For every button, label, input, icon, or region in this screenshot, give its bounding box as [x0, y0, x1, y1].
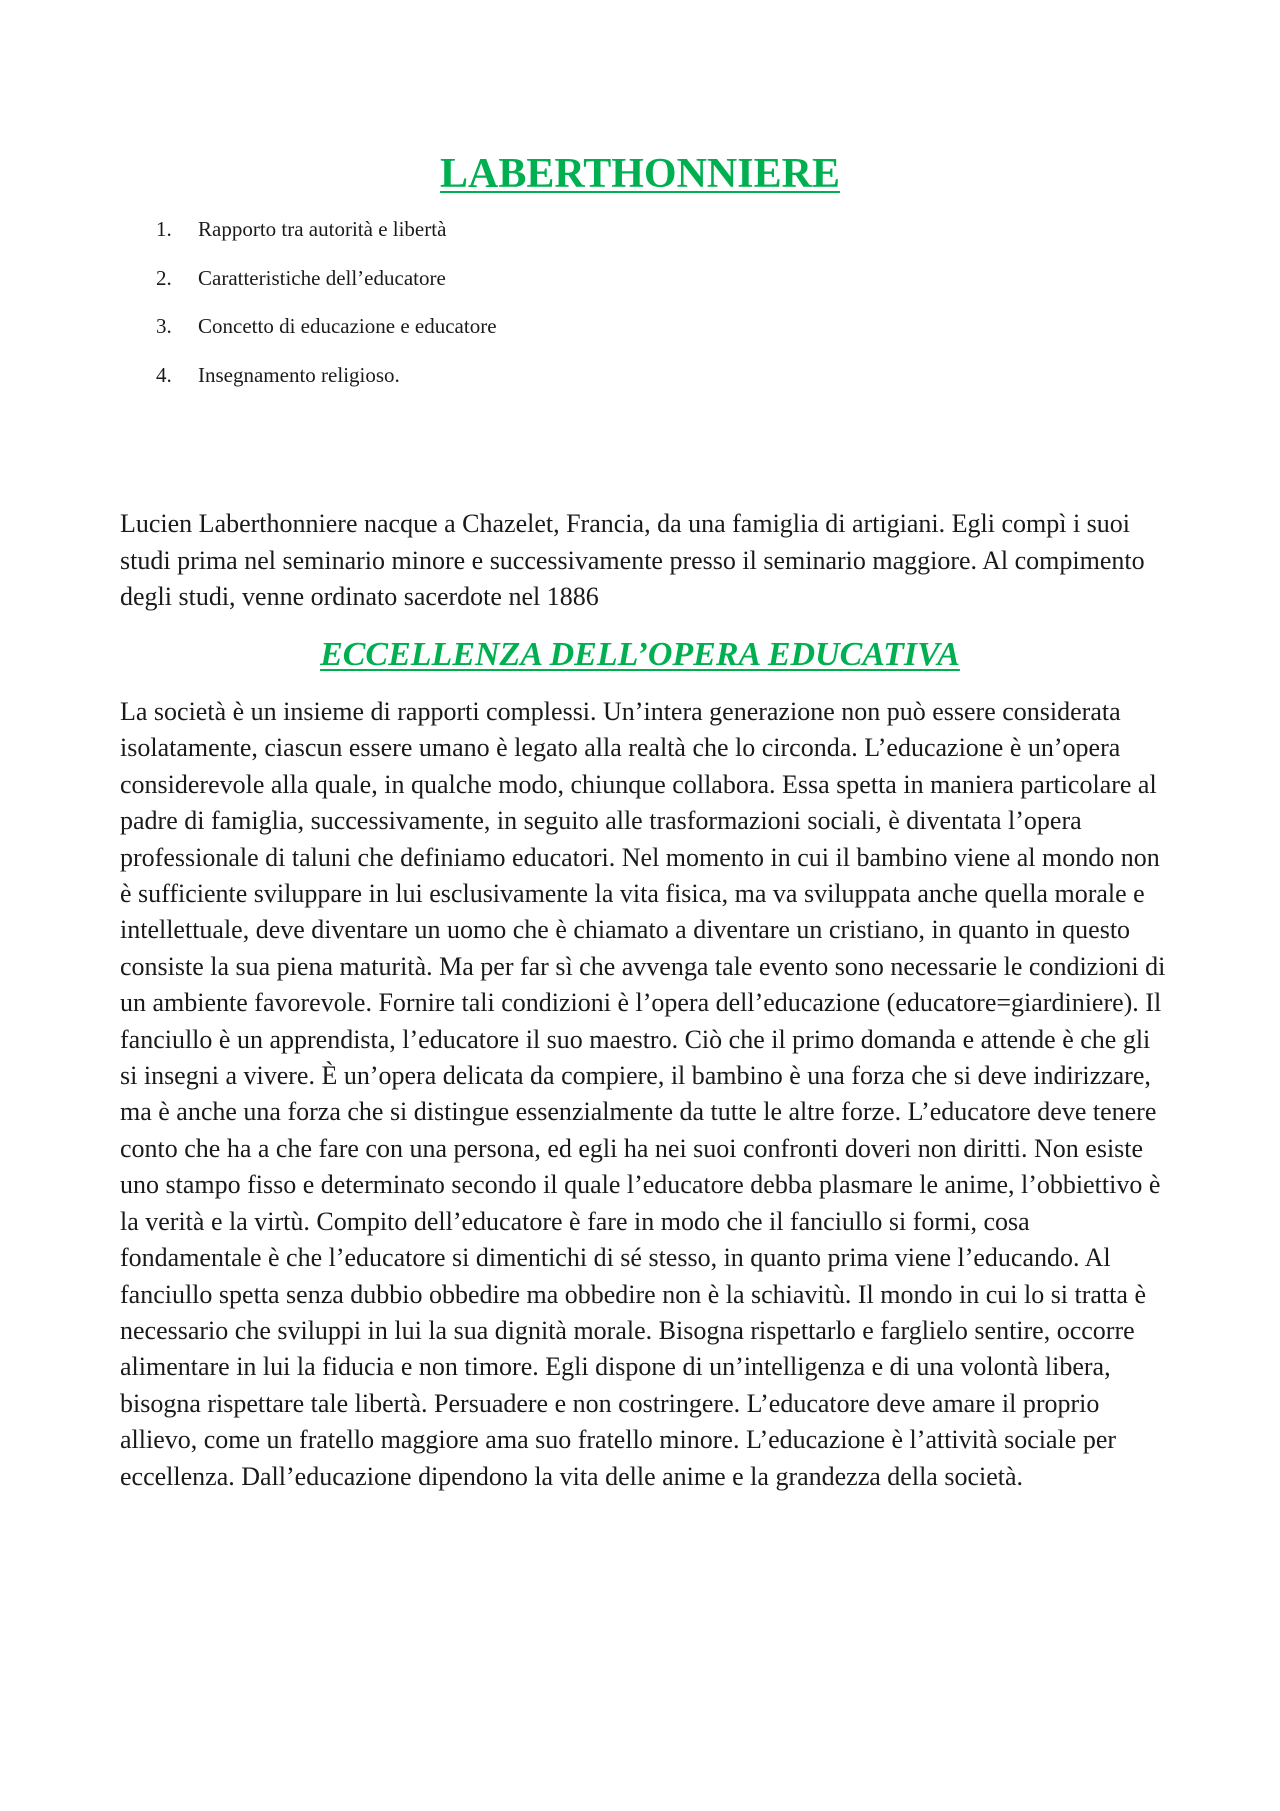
list-item-label: Insegnamento religioso. — [198, 362, 400, 387]
document-title: LABERTHONNIERE — [440, 151, 840, 197]
list-item-label: Caratteristiche dell’educatore — [198, 265, 446, 290]
list-item-number: 3. — [156, 314, 172, 338]
section-title: ECCELLENZA DELL’OPERA EDUCATIVA — [320, 636, 960, 673]
list-item — [150, 217, 497, 266]
list-item — [150, 314, 497, 363]
list-item-label: Rapporto tra autorità e libertà — [198, 217, 447, 241]
list-item-number: 4. — [156, 362, 172, 387]
topic-list — [150, 217, 497, 411]
section-paragraph: La società è un insieme di rapporti complessi. Un’intera generazione non può essere considerata isolatamente, ciascun essere umano è legato alla realtà che lo circonda. L’educazione è un’opera considerevole alla quale, in qualche modo, chiunque collabora. Essa spetta in maniera particolare al padre di famiglia, successivamente, in seguito alle trasformazioni sociali, è diventata l’opera professionale di taluni che definiamo educatori. Nel momento in cui il bambino viene al mondo non è sufficiente sviluppare in lui esclusivamente la vita fisica, ma va sviluppata anche quella morale e intellettuale, deve diventare un uomo che è chiamato a diventare un cristiano, in quanto in questo consiste la sua piena maturità. Ma per far sì che avvenga tale evento sono necessarie le condizioni di un ambiente favorevole. Fornire tali condizioni è l’opera dell’educazione (educatore=giardiniere). Il fanciullo è un apprendista, l’educatore il suo maestro. Ciò che il primo domanda e attende è che gli si insegni a vivere. È un’opera delicata da compiere, il bambino è una forza che si deve indirizzare, ma è anche una forza che si distingue essenzialmente da tutte le altre forze. L’educatore deve tenere conto che ha a che fare con una persona, ed egli ha nei suoi confronti doveri non diritti. Non esiste uno stampo fisso e determinato secondo il quale l’educatore debba plasmare le anime, l’obbiettivo è la verità e la virtù. Compito dell’educatore è fare in modo che il fanciullo si formi, cosa fondamentale è che l’educatore si dimentichi di sé stesso, in quanto prima viene l’educando. Al fanciullo spetta senza dubbio obbedire ma obbedire non è la schiavitù. Il mondo in cui lo si tratta è necessario che sviluppi in lui la sua dignità morale. Bisogna rispettarlo e farglielo sentire, occorre alimentare in lui la fiducia e non timore. Egli dispone di un’intelligenza e di una volontà libera, bisogna rispettare tale libertà. Persuadere e non costringere. L’educatore deve amare il proprio allievo, come un fratello maggiore ama suo fratello minore. L’educazione è l’attività sociale per eccellenza. Dall’educazione dipendono la vita delle anime e la grandezza della società. — [120, 697, 1166, 1491]
list-item — [150, 266, 497, 315]
list-item-number: 1. — [156, 217, 172, 241]
list-item — [150, 363, 497, 412]
list-item-number: 2. — [156, 265, 172, 290]
intro-paragraph: Lucien Laberthonniere nacque a Chazelet, Francia, da una famiglia di artigiani. Egli compì i suoi studi prima nel seminario minore e successivamente presso il seminario maggiore. Al compimento degli studi, venne ordinato sacerdote nel 1886 — [120, 509, 1145, 611]
list-item-label: Concetto di educazione e educatore — [198, 314, 497, 338]
